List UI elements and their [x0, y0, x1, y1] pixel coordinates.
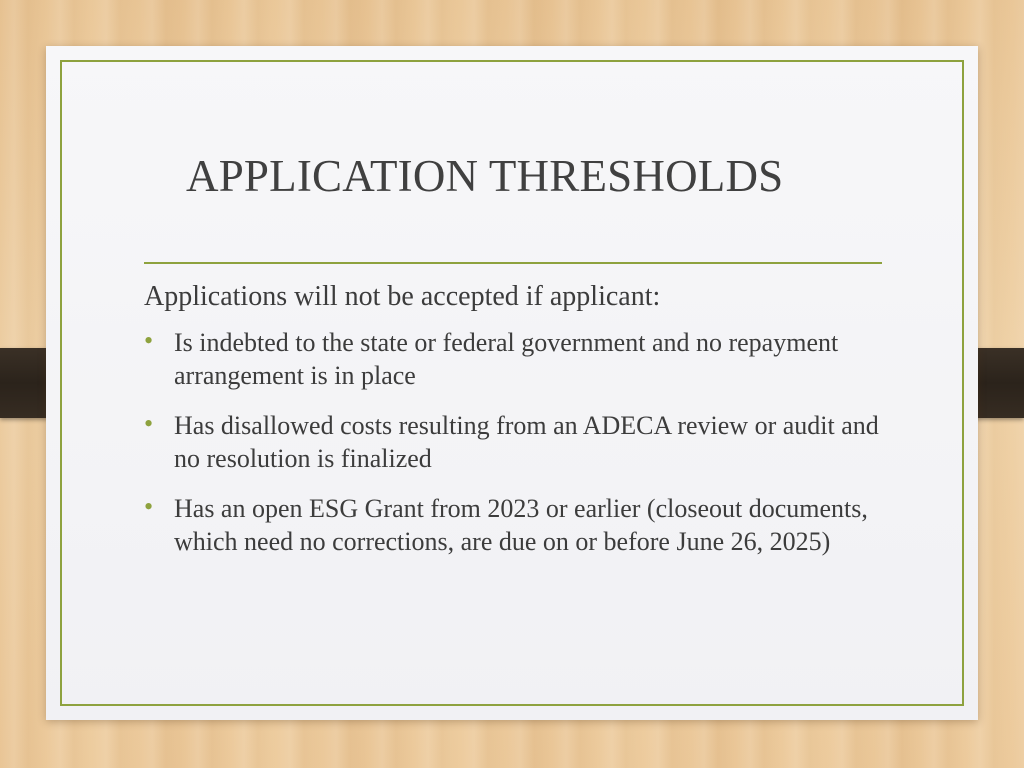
- list-item: [144, 326, 884, 392]
- slide-title: APPLICATION THRESHOLDS: [186, 151, 784, 201]
- bullet-text: Has an open ESG Grant from 2023 or earlier (closeout documents, which need no corrections, are due on or before June 26, 2025): [174, 494, 868, 556]
- list-item: [144, 409, 884, 475]
- bullet-icon: •: [144, 492, 154, 521]
- slide-card: [46, 46, 978, 720]
- bullet-list: [144, 326, 884, 558]
- bullet-text: Is indebted to the state or federal government and no repayment arrangement is in place: [174, 328, 839, 390]
- intro-text: Applications will not be accepted if applicant:: [144, 281, 661, 312]
- bullet-icon: •: [144, 326, 154, 355]
- slide-content: [144, 280, 884, 575]
- bullet-icon: •: [144, 409, 154, 438]
- title-divider: [144, 262, 882, 264]
- list-item: [144, 492, 884, 558]
- bullet-text: Has disallowed costs resulting from an ADECA review or audit and no resolution is finalized: [174, 411, 879, 473]
